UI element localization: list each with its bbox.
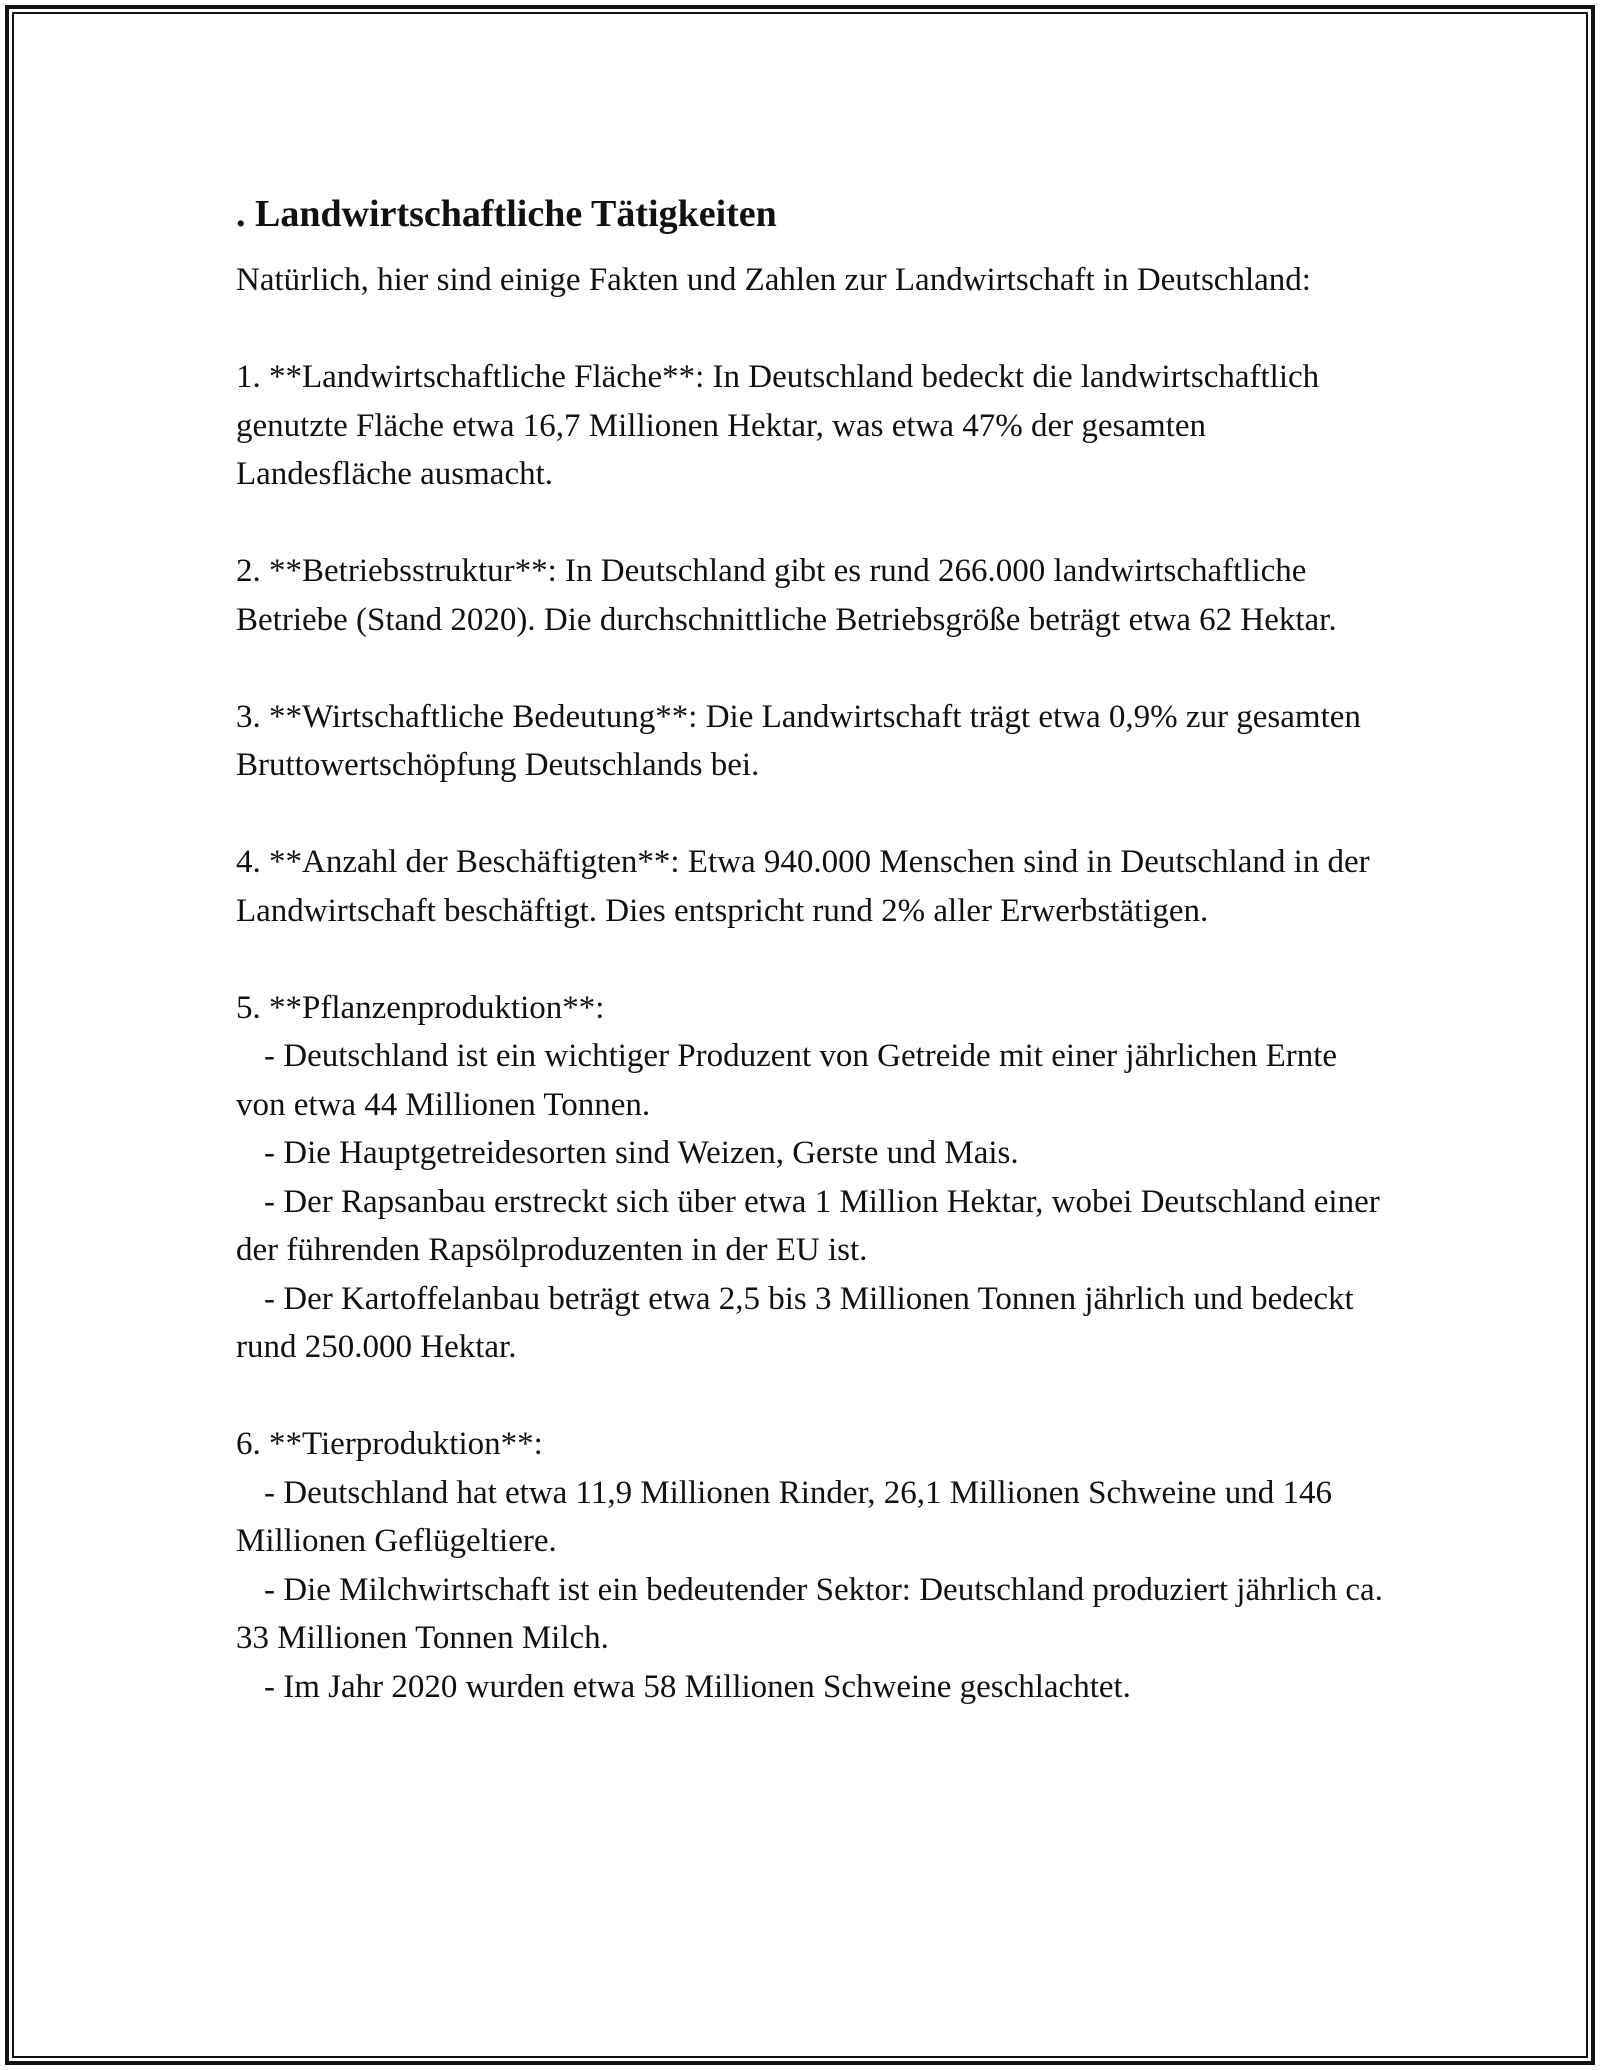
bullet-hauptgetreidesorten: - Die Hauptgetreidesorten sind Weizen, Gerste und Mais. [264, 1135, 1019, 1171]
bullet-rapsanbau: - Der Rapsanbau erstreckt sich über etwa 1 Million Hektar, wobei Deutschland einer der führenden Rapsölproduzenten in der EU ist. [236, 1183, 1380, 1268]
paragraph-gap [236, 305, 1386, 354]
list-item-tierproduktion: 6. **Tierproduktion**: [236, 1426, 543, 1462]
bullet-schlachtungen: - Im Jahr 2020 wurden etwa 58 Millionen Schweine geschlachtet. [264, 1668, 1131, 1705]
list-item-landwirtschaftliche-flaeche: 1. **Landwirtschaftliche Fläche**: In Deutschland bedeckt die landwirtschaftlich genutzte Fläche etwa 16,7 Millionen Hektar, was etwa 47% der gesamten Landesfläche ausmacht. [236, 359, 1320, 492]
list-item-beschaeftigte: 4. **Anzahl der Beschäftigten**: Etwa 940.000 Menschen sind in Deutschland in der Landwirtschaft beschäftigt. Dies entspricht rund 2% aller Erwerbstätigen. [236, 844, 1370, 929]
intro-paragraph: Natürlich, hier sind einige Fakten und Zahlen zur Landwirtschaft in Deutschland: [236, 262, 1311, 298]
bullet-milchwirtschaft: - Die Milchwirtschaft ist ein bedeutender Sektor: Deutschland produziert jährlich ca. 33 Millionen Tonnen Milch. [236, 1571, 1383, 1656]
list-item-betriebsstruktur: 2. **Betriebsstruktur**: In Deutschland gibt es rund 266.000 landwirtschaftliche Betriebe (Stand 2020). Die durchschnittliche Betriebsgröße beträgt etwa 62 Hektar. [236, 553, 1337, 638]
paragraph-gap [236, 644, 1386, 693]
bullet-getreide: - Deutschland ist ein wichtiger Produzent von Getreide mit einer jährlichen Ernte von etwa 44 Millionen Tonnen. [236, 1038, 1338, 1123]
document-body [236, 186, 1386, 1711]
paragraph-gap [236, 499, 1386, 548]
page-title: . Landwirtschaftliche Tätigkeiten [236, 193, 777, 235]
paragraph-gap [236, 935, 1386, 984]
paragraph-gap [236, 1372, 1386, 1421]
bullet-tierbestand: - Deutschland hat etwa 11,9 Millionen Rinder, 26,1 Millionen Schweine und 146 Millionen Geflügeltiere. [236, 1474, 1332, 1559]
list-item-pflanzenproduktion: 5. **Pflanzenproduktion**: [236, 989, 605, 1026]
bullet-kartoffelanbau: - Der Kartoffelanbau beträgt etwa 2,5 bis 3 Millionen Tonnen jährlich und bedeckt rund 250.000 Hektar. [236, 1280, 1354, 1365]
list-item-wirtschaftliche-bedeutung: 3. **Wirtschaftliche Bedeutung**: Die Landwirtschaft trägt etwa 0,9% zur gesamten Bruttowertschöpfung Deutschlands bei. [236, 698, 1361, 783]
paragraph-gap [236, 790, 1386, 839]
